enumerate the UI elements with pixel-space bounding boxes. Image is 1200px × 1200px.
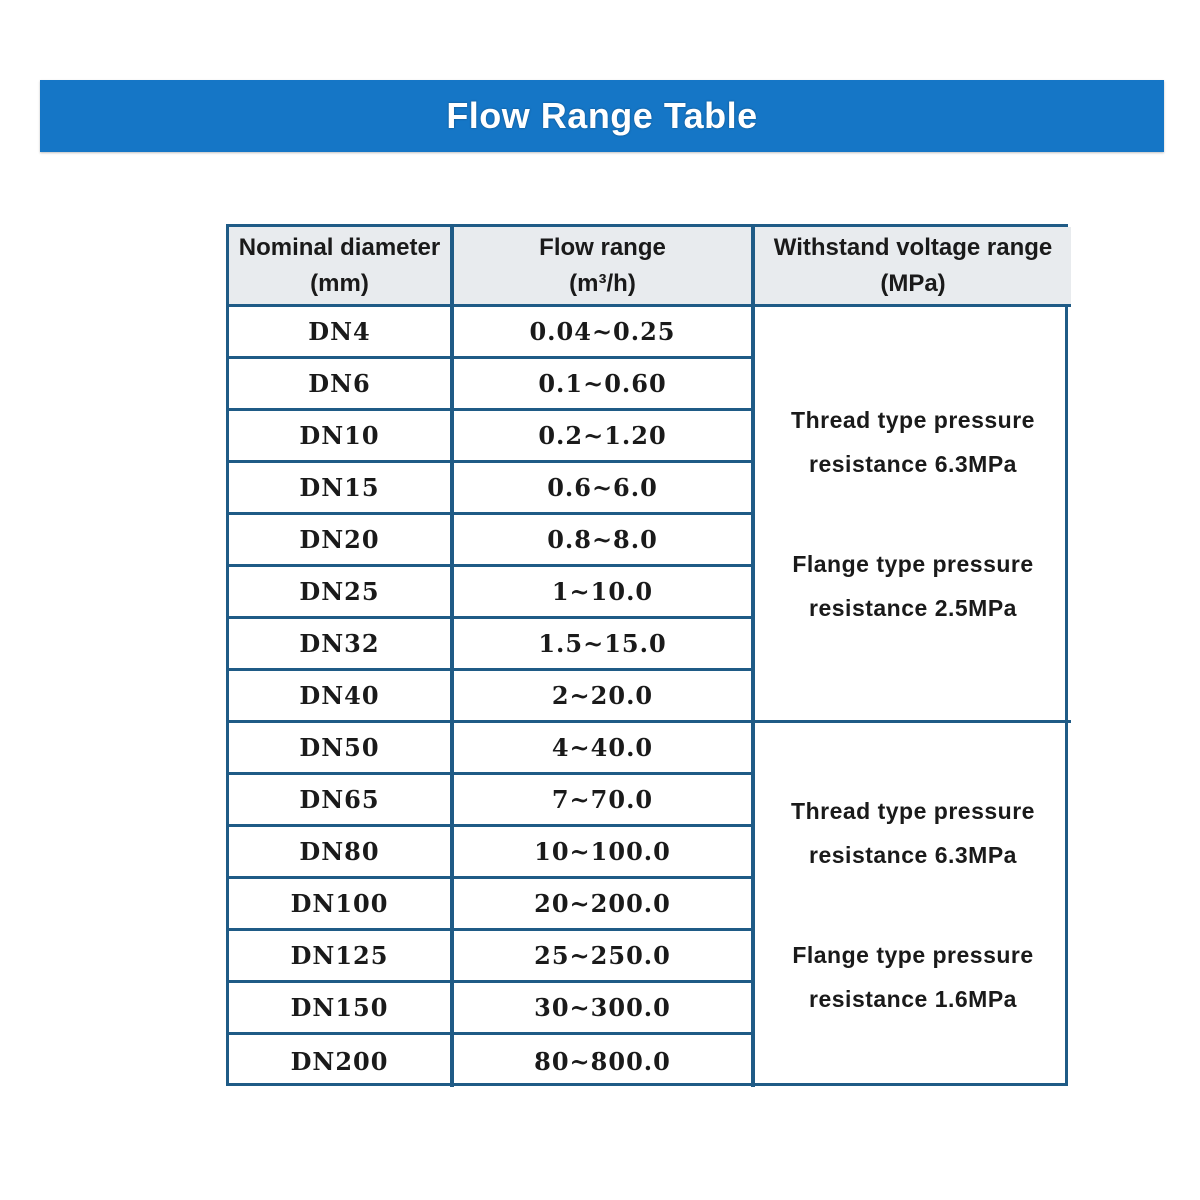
cell-flow-range: 25~250.0 bbox=[454, 931, 755, 983]
header-unit: (MPa) bbox=[880, 269, 946, 297]
cell-nominal-diameter: DN20 bbox=[229, 515, 454, 567]
note-line: resistance 6.3MPa bbox=[809, 450, 1017, 477]
cell-nominal-diameter: DN6 bbox=[229, 359, 454, 411]
note-line: Flange type pressure bbox=[792, 942, 1034, 968]
cell-flow-range: 20~200.0 bbox=[454, 879, 755, 931]
header-text: Withstand voltage range bbox=[773, 233, 1053, 261]
cell-flow-range: 0.8~8.0 bbox=[454, 515, 755, 567]
cell-nominal-diameter: DN15 bbox=[229, 463, 454, 515]
cell-flow-range: 7~70.0 bbox=[454, 775, 755, 827]
cell-flow-range: 2~20.0 bbox=[454, 671, 755, 723]
note-line: Thread type pressure bbox=[791, 406, 1035, 433]
header-unit: (mm) bbox=[310, 269, 369, 297]
cell-nominal-diameter: DN100 bbox=[229, 879, 454, 931]
cell-nominal-diameter: DN150 bbox=[229, 983, 454, 1035]
cell-flow-range: 30~300.0 bbox=[454, 983, 755, 1035]
cell-nominal-diameter: DN4 bbox=[229, 307, 454, 359]
cell-nominal-diameter: DN25 bbox=[229, 567, 454, 619]
cell-nominal-diameter: DN10 bbox=[229, 411, 454, 463]
cell-nominal-diameter: DN40 bbox=[229, 671, 454, 723]
cell-flow-range: 0.2~1.20 bbox=[454, 411, 755, 463]
header-text: Nominal diameter bbox=[238, 233, 441, 261]
title-banner bbox=[40, 80, 1164, 152]
cell-flow-range: 1~10.0 bbox=[454, 567, 755, 619]
cell-nominal-diameter: DN50 bbox=[229, 723, 454, 775]
header-text: Flow range bbox=[539, 233, 666, 261]
cell-nominal-diameter: DN32 bbox=[229, 619, 454, 671]
cell-nominal-diameter: DN200 bbox=[229, 1035, 454, 1087]
pressure-note-group-1 bbox=[755, 307, 1071, 723]
page-title: Flow Range Table bbox=[446, 95, 758, 136]
note-line: resistance 2.5MPa bbox=[809, 594, 1017, 621]
thread-note bbox=[791, 398, 1035, 486]
cell-nominal-diameter: DN125 bbox=[229, 931, 454, 983]
cell-flow-range: 0.1~0.60 bbox=[454, 359, 755, 411]
header-nominal-diameter bbox=[229, 227, 454, 307]
cell-nominal-diameter: DN80 bbox=[229, 827, 454, 879]
header-unit: (m³/h) bbox=[569, 269, 636, 297]
header-withstand-voltage bbox=[755, 227, 1071, 307]
flange-note bbox=[792, 542, 1033, 630]
thread-note bbox=[791, 789, 1035, 877]
header-flow-range bbox=[454, 227, 755, 307]
pressure-note-group-2 bbox=[755, 723, 1071, 1087]
note-line: Flange type pressure bbox=[792, 550, 1034, 577]
cell-flow-range: 4~40.0 bbox=[454, 723, 755, 775]
cell-flow-range: 1.5~15.0 bbox=[454, 619, 755, 671]
cell-flow-range: 0.6~6.0 bbox=[454, 463, 755, 515]
flange-note bbox=[792, 933, 1033, 1021]
cell-flow-range: 10~100.0 bbox=[454, 827, 755, 879]
note-line: resistance 6.3MPa bbox=[809, 842, 1017, 868]
cell-flow-range: 0.04~0.25 bbox=[454, 307, 755, 359]
note-line: resistance 1.6MPa bbox=[809, 986, 1017, 1012]
flow-range-table bbox=[226, 224, 1068, 1086]
cell-flow-range: 80~800.0 bbox=[454, 1035, 755, 1087]
note-line: Thread type pressure bbox=[791, 798, 1035, 824]
cell-nominal-diameter: DN65 bbox=[229, 775, 454, 827]
